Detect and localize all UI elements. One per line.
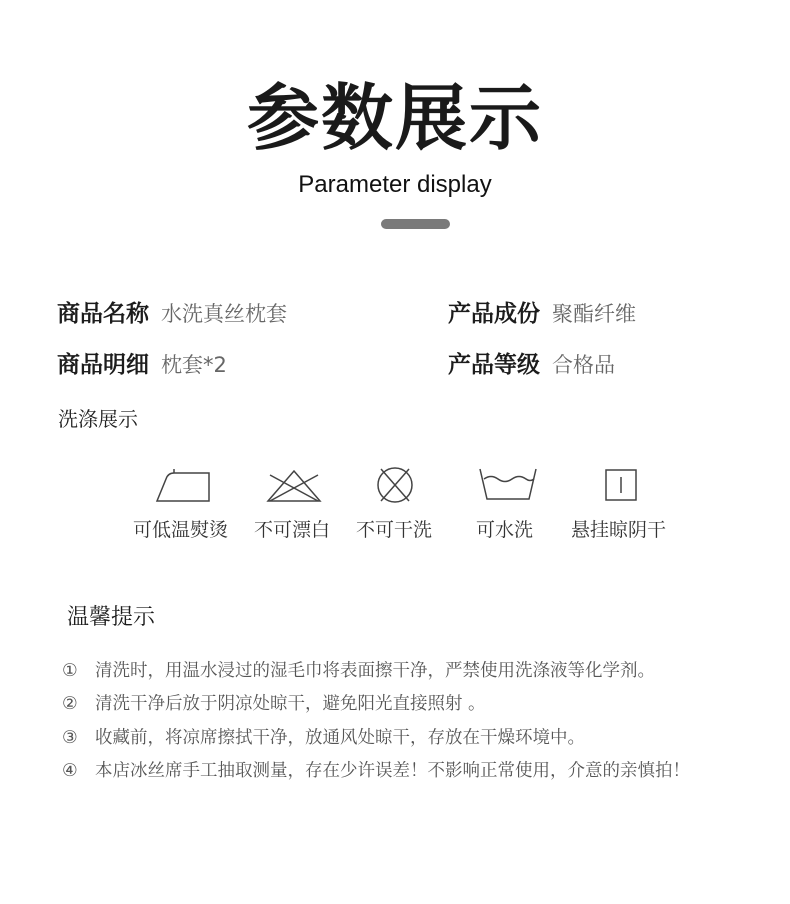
param-grade xyxy=(448,350,615,380)
param-value: 水洗真丝枕套 xyxy=(161,302,287,326)
tip-text: 本店冰丝席手工抽取测量，存在少许误差！不影响正常使用，介意的亲慎拍！ xyxy=(95,761,690,781)
page-title: 参数展示 xyxy=(246,76,543,160)
param-value: 聚酯纤维 xyxy=(552,302,636,326)
care-label-washable: 可水洗 xyxy=(476,519,534,541)
care-label-hang-dry: 悬挂晾阴干 xyxy=(571,519,667,541)
care-label-iron: 可低温熨烫 xyxy=(133,519,229,541)
tips-title: 温馨提示 xyxy=(67,605,156,630)
page-subtitle: Parameter display xyxy=(298,171,492,198)
hang-dry-shade-icon xyxy=(604,465,638,505)
care-label-no-bleach: 不可漂白 xyxy=(254,519,331,541)
param-details xyxy=(57,350,227,380)
param-product-name xyxy=(57,299,287,329)
param-material xyxy=(448,299,636,329)
no-dry-clean-icon xyxy=(375,465,415,505)
tip-number: ④ xyxy=(62,761,78,781)
tip-text: 收藏前，将凉席擦拭干净，放通风处晾干，存放在干燥环境中。 xyxy=(95,728,585,748)
tip-item xyxy=(62,725,585,751)
param-label: 产品等级 xyxy=(448,352,540,378)
param-value: 枕套*2 xyxy=(161,353,227,377)
tip-number: ③ xyxy=(62,728,78,748)
param-label: 商品名称 xyxy=(57,301,149,327)
washing-title: 洗涤展示 xyxy=(58,407,138,431)
tip-number: ② xyxy=(62,694,78,714)
param-label: 商品明细 xyxy=(57,352,149,378)
title-divider xyxy=(381,219,450,229)
tip-item xyxy=(62,691,486,717)
washable-icon xyxy=(478,465,538,505)
tip-number: ① xyxy=(62,661,78,681)
care-label-no-dry-clean: 不可干洗 xyxy=(356,519,433,541)
iron-low-temp-icon xyxy=(155,465,213,505)
tip-text: 清洗干净后放于阴凉处晾干，避免阳光直接照射 。 xyxy=(95,694,486,714)
no-bleach-icon xyxy=(264,465,324,505)
tip-item xyxy=(62,658,655,684)
tip-item xyxy=(62,758,690,784)
param-label: 产品成份 xyxy=(448,301,540,327)
tip-text: 清洗时，用温水浸过的湿毛巾将表面擦干净，严禁使用洗涤液等化学剂。 xyxy=(95,661,655,681)
param-value: 合格品 xyxy=(552,353,615,377)
